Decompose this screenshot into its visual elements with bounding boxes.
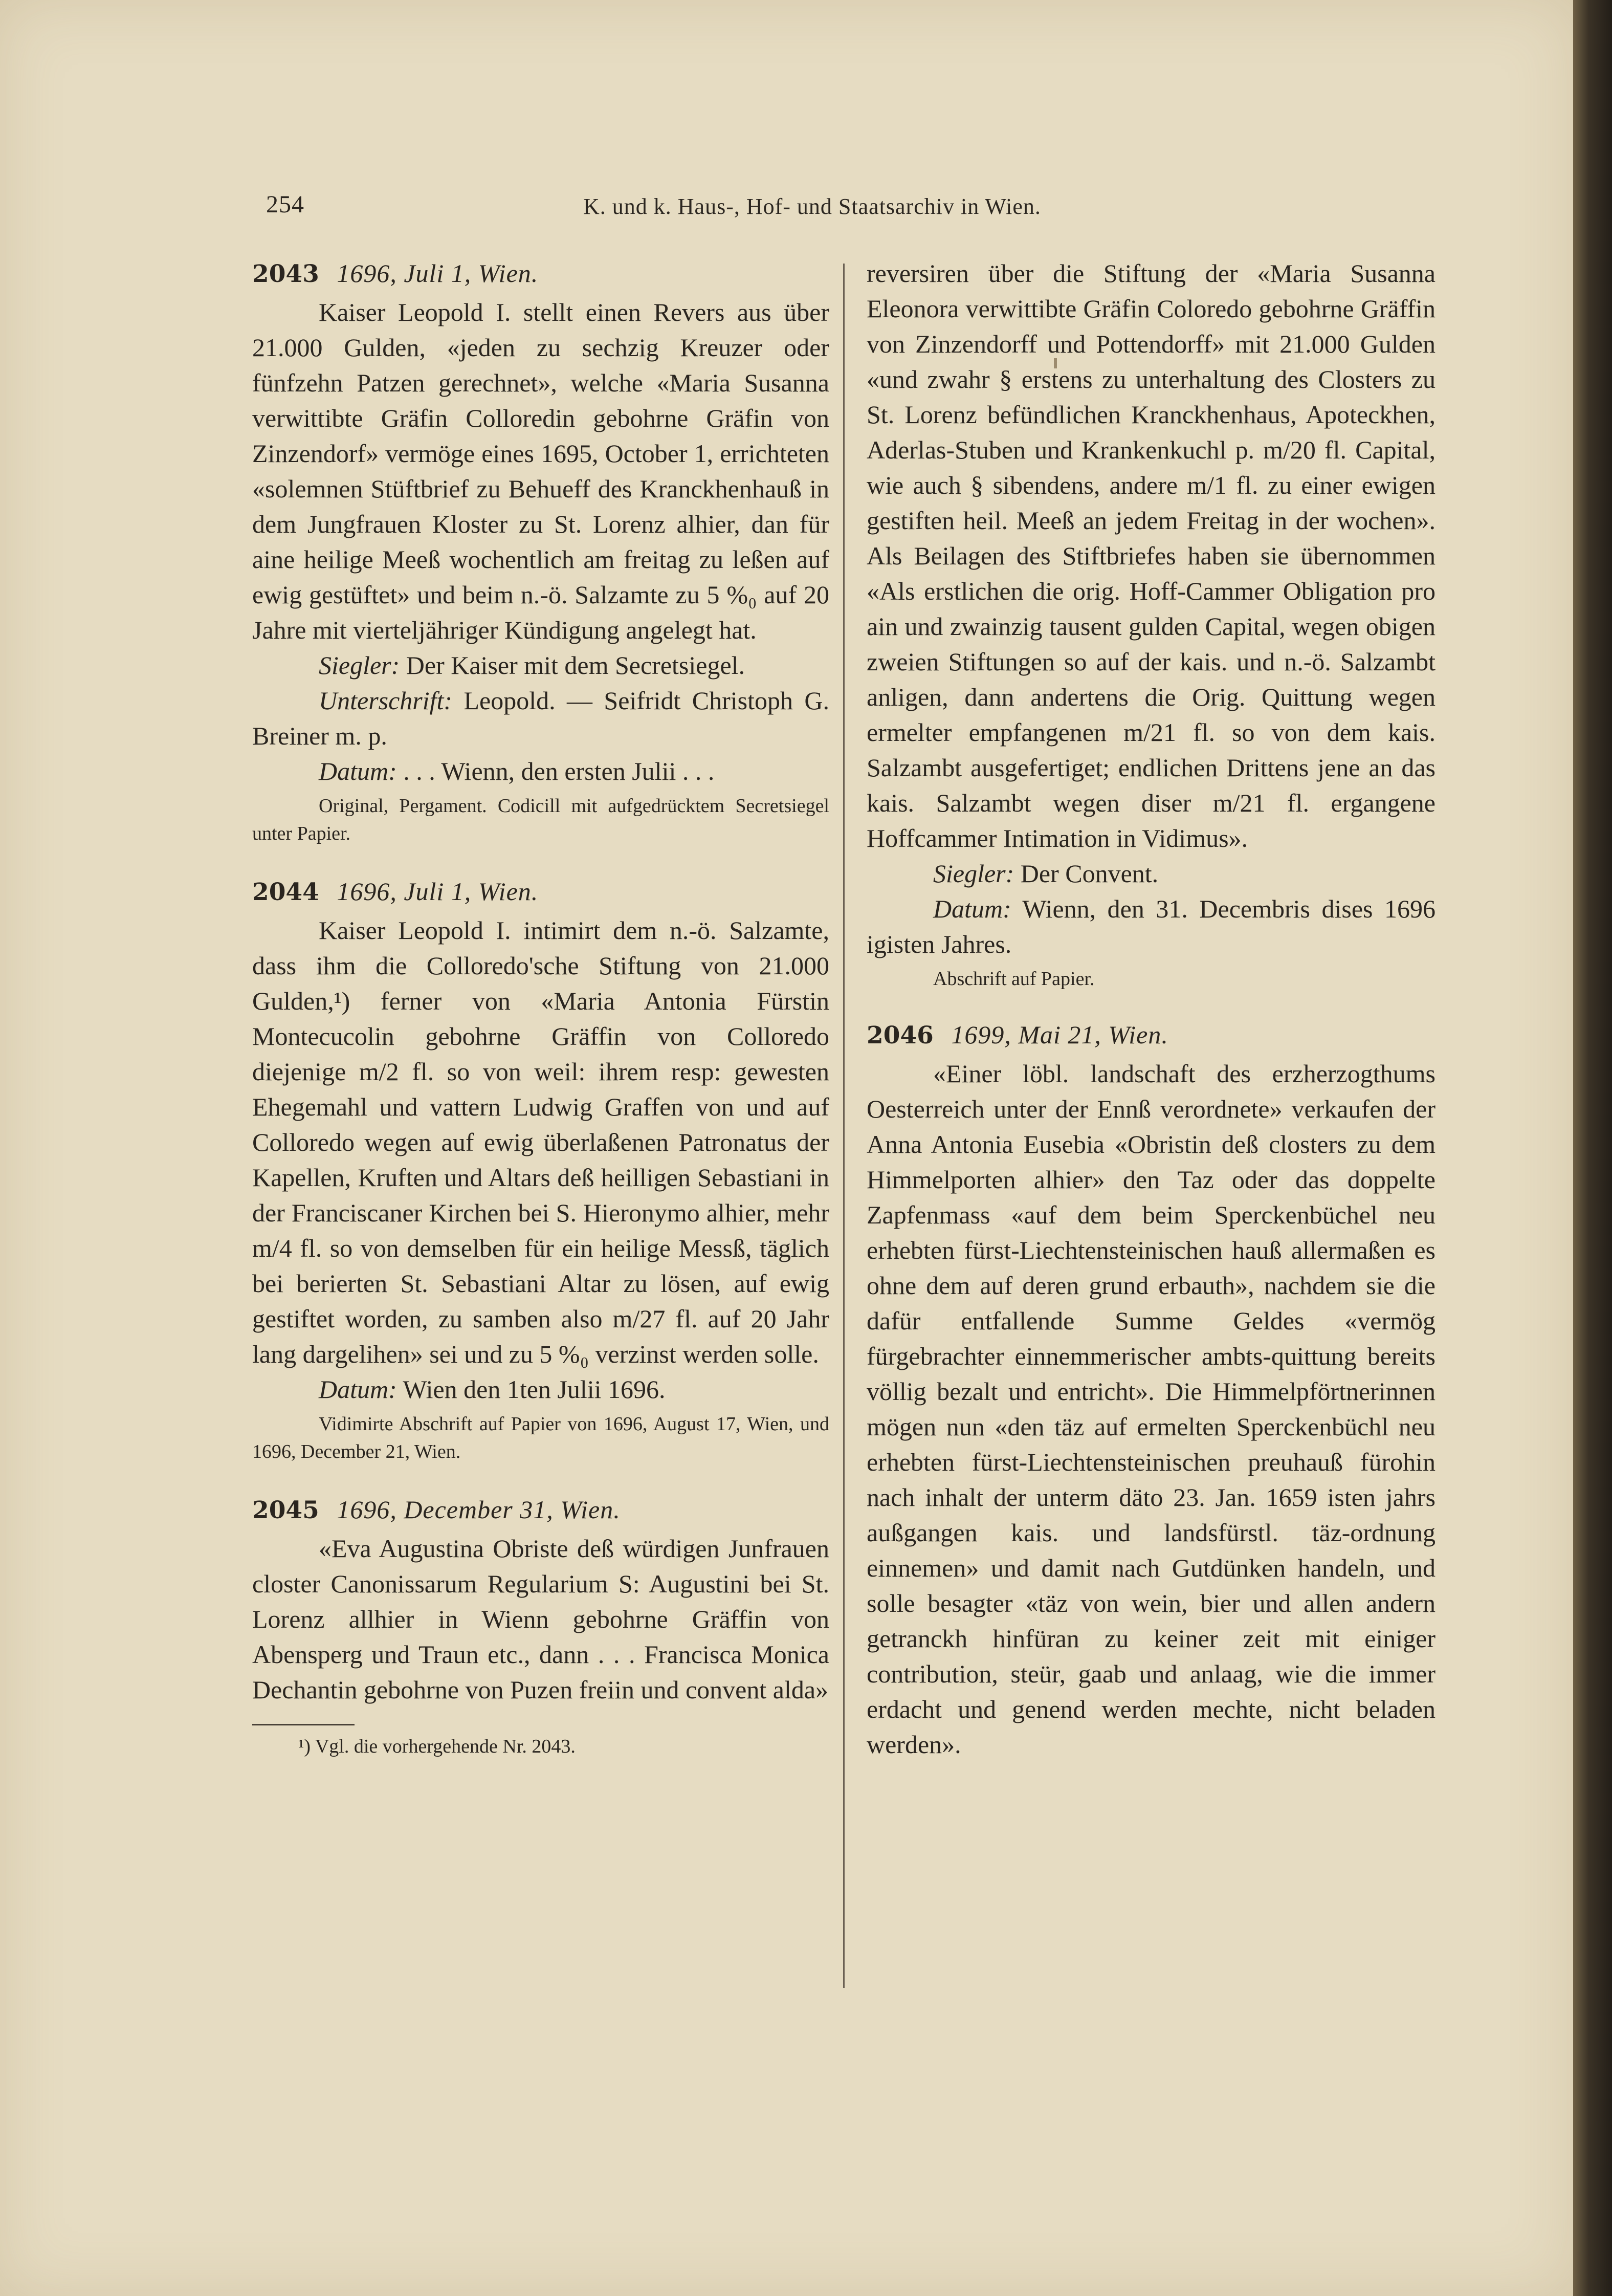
unterschrift-text: Leopold. — Seifridt Christoph G. Breiner m. p.	[252, 686, 829, 750]
siegler-label: Siegler:	[933, 859, 1014, 888]
entry-date: 1696, Juli 1, Wien.	[337, 877, 539, 906]
entry-heading	[252, 874, 829, 910]
entry-number: 2044	[252, 878, 319, 906]
source-note: Original, Pergament. Codicill mit aufgedrücktem Secretsiegel unter Papier.	[252, 795, 829, 844]
spacer	[867, 993, 1436, 1017]
entry-2043	[252, 256, 829, 847]
entry-number: 2043	[252, 260, 319, 288]
entry-text: Kaiser Leopold I. intimirt dem n.-ö. Salzamte, dass ihm die Colloredo'sche Stiftung von 21.000 Gulden,¹) ferner von «Maria Antonia Fürstin Montecucolin gebohrne Gräffin von Colloredo diejenige m/2 fl. so von weil: ihrem resp: gewesten Ehegemahl und vattern Ludwig Graffen von und auf Colloredo wegen auf ewig überlaßenen Patronatus der Kapellen, Kruften und Altars deß heilligen Sebastiani in der Franciscaner Kirchen bei S. Hieronymo alhier, mehr m/4 fl. so von demselben für ein heilige Messß, täglich bei berierten St. Sebastiani Altar zu lösen, auf ewig gestiftet worden, zu samben also m/27 fl. auf 20 Jahr lang dargelihen» sei und zu 5 %₀ verzinst werden solle.	[252, 916, 829, 1368]
entry-heading	[252, 1492, 829, 1528]
datum-label: Datum:	[933, 894, 1011, 923]
entry-text-continued: reversiren über die Stiftung der «Maria Susanna Eleonora verwittibte Gräfin Coloredo gebohrne Gräffin von Zinzendorff und Pottendorff» mit 21.000 Gulden «und zwahr § erstens zu unterhaltung des Closters zu St. Lorenz befündlichen Kranckhenhaus, Apoteckhen, Aderlas-Stuben und Krankenkuchl p. m/20 fl. Capital, wie auch § sibendens, andere m/1 fl. zu einer ewigen gestiften heil. Meeß an jedem Freitag in der wochen». Als Beilagen des Stiftbriefes haben sie übernommen «Als erstlichen die orig. Hoff-Cammer Obligation pro ain und zwainzig tausent gulden Capital, wegen obigen zweien Stiftungen so auf der kais. und n.-ö. Salzambt anligen, dann andertens die Orig. Quittung wegen ermelter empfangenen m/21 fl. so von dem kais. Salzambt ausgefertiget; endlichen Drittens jene an das kais. Salzambt wegen diser m/21 fl. ergangene Hoffcammer Intimation in Vidimus».	[867, 259, 1436, 852]
datum-line	[867, 891, 1436, 962]
datum-label: Datum:	[319, 1375, 397, 1404]
right-column	[867, 256, 1436, 1762]
page-header	[266, 190, 1105, 226]
left-column	[252, 256, 829, 1760]
entry-2045-continued	[867, 256, 1436, 993]
entry-date: 1699, Mai 21, Wien.	[951, 1020, 1168, 1049]
entry-heading	[252, 256, 829, 292]
entry-2044	[252, 874, 829, 1466]
datum-label: Datum:	[319, 757, 397, 785]
siegler-text: Der Convent.	[1020, 859, 1159, 888]
siegler-text: Der Kaiser mit dem Secretsiegel.	[406, 651, 745, 680]
book-edge	[1573, 0, 1612, 2296]
unterschrift-line	[252, 683, 829, 754]
entry-text: Kaiser Leopold I. stellt einen Revers aus über 21.000 Gulden, «jeden zu sechzig Kreuzer oder fünfzehn Patzen gerechnet», welche «Maria Susanna verwittibte Gräfin Colloredin gebohrne Gräfin von Zinzendorf» vermöge eines 1695, October 1, errichteten «solemnen Stüftbrief zu Behueff des Kranckhenhauß in dem Jungfrauen Kloster zu St. Lorenz alhier, dan für aine heilige Meeß wochentlich am freitag zu leßen auf ewig gestüftet» und beim n.-ö. Salzamte zu 5 %₀ auf 20 Jahre mit vierteljähriger Kündigung angelegt hat.	[252, 298, 829, 644]
entry-2046	[867, 1017, 1436, 1762]
datum-text: Wienn, den 31. Decembris dises 1696 igisten Jahres.	[867, 894, 1436, 958]
entry-date: 1696, Juli 1, Wien.	[337, 259, 539, 288]
unterschrift-label: Unterschrift:	[319, 686, 453, 715]
footnote: ¹) Vgl. die vorhergehende Nr. 2043.	[298, 1736, 576, 1757]
footnote-rule	[252, 1724, 355, 1725]
running-title: K. und k. Haus-, Hof- und Staatsarchiv in Wien.	[583, 194, 1041, 219]
siegler-label: Siegler:	[319, 651, 400, 680]
page-number: 254	[266, 191, 304, 218]
datum-text: . . . Wienn, den ersten Julii . . .	[403, 757, 715, 785]
siegler-line	[867, 856, 1436, 891]
entry-number: 2046	[867, 1021, 934, 1049]
entry-number: 2045	[252, 1496, 319, 1524]
datum-line	[252, 1372, 829, 1407]
entry-date: 1696, December 31, Wien.	[337, 1495, 621, 1524]
entry-text: «Einer löbl. landschaft des erzherzogthums Oesterreich unter der Ennß verordnete» verkaufen der Anna Antonia Eusebia «Obristin deß closters zu dem Himmelporten alhier» den Taz oder das doppelte Zapfenmass «auf dem beim Sperckenbüchel neu erhebten fürst-Liechtensteinischen hauß allermaßen es ohne dem auf deren grund erbauth», nachdem sie die dafür entfallende Summe Geldes «vermög fürgebrachter einnemmerischer ambts-quittung bereits völlig bezalt und entricht». Die Himmelpförtnerinnen mögen nun «den täz auf ermelten Sperckenbüchl neu erhebten fürst-Liechtensteinischen preuhauß fürohin nach inhalt der unterm däto 23. Jan. 1659 isten jahrs außgangen kais. und landsfürstl. täz-ordnung einnemen» und damit nach Gutdünken handeln, und solle besagter «täz von wein, bier und allen andern getranckh hinfüran zu keiner zeit mit einiger contribution, steür, gaab und anlaag, wie die immer erdacht und genend werden mechte, nicht beladen werden».	[867, 1059, 1436, 1759]
datum-line	[252, 754, 829, 789]
entry-text: «Eva Augustina Obriste deß würdigen Junfrauen closter Canonissarum Regularium S: Augustini bei St. Lorenz allhier in Wienn gebohrne Gräffin von Abensperg und Traun etc., dann . . . Francisca Monica Dechantin gebohrne von Puzen freiin und convent alda»	[252, 1534, 829, 1704]
entry-2045	[252, 1492, 829, 1708]
column-divider	[843, 264, 845, 1988]
entry-heading	[867, 1017, 1436, 1053]
source-note: Vidimirte Abschrift auf Papier von 1696, August 17, Wien, und 1696, December 21, Wien.	[252, 1413, 829, 1462]
source-note: Abschrift auf Papier.	[933, 968, 1095, 990]
datum-text: Wien den 1ten Julii 1696.	[403, 1375, 666, 1404]
spacer	[252, 1466, 829, 1492]
siegler-line	[252, 648, 829, 683]
spacer	[252, 847, 829, 874]
